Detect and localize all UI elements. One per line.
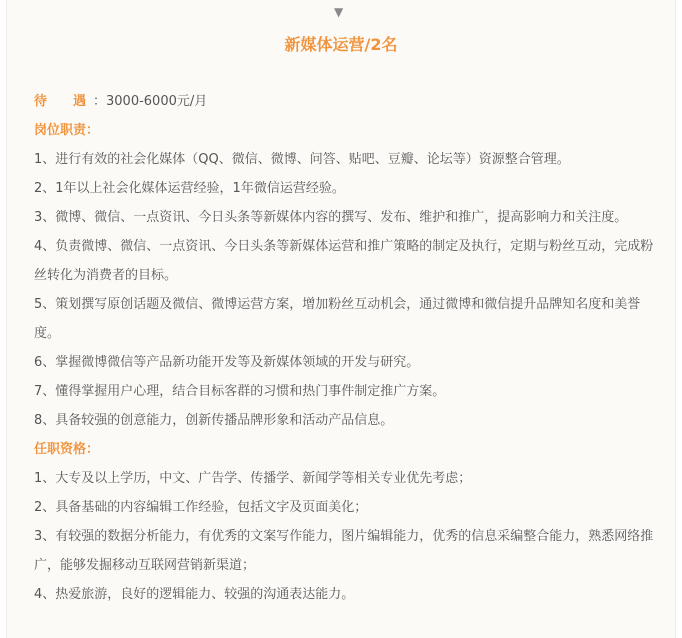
duty-item: 7、懂得掌握用户心理，结合目标客群的习惯和热门事件制定推广方案。 bbox=[34, 384, 446, 399]
qualification-item: 3、有较强的数据分析能力，有优秀的文案写作能力，图片编辑能力，优秀的信息采编整合能力，熟悉网络推广，能够发掘移动互联网营销新渠道； bbox=[34, 529, 654, 573]
collapse-arrow-icon[interactable]: ▼ bbox=[334, 5, 344, 19]
duty-item: 2、1年以上社会化媒体运营经验，1年微信运营经验。 bbox=[34, 181, 345, 196]
salary-row bbox=[34, 87, 654, 116]
job-card bbox=[6, 0, 676, 638]
qualification-item: 2、具备基础的内容编辑工作经验，包括文字及页面美化； bbox=[34, 500, 368, 515]
duty-item: 4、负责微博、微信、一点资讯、今日头条等新媒体运营和推广策略的制定及执行，定期与粉丝互动，完成粉丝转化为消费者的目标。 bbox=[34, 239, 654, 283]
salary-value: ：3000-6000元/月 bbox=[93, 94, 208, 109]
salary-label: 待 遇 bbox=[34, 94, 87, 109]
job-content bbox=[34, 87, 654, 609]
qualification-item: 4、热爱旅游，良好的逻辑能力、较强的沟通表达能力。 bbox=[34, 587, 355, 602]
qualifications-heading: 任职资格： bbox=[34, 442, 100, 457]
duties-heading: 岗位职责： bbox=[34, 123, 100, 138]
duty-item: 8、具备较强的创意能力，创新传播品牌形象和活动产品信息。 bbox=[34, 413, 394, 428]
duty-item: 3、微博、微信、一点资讯、今日头条等新媒体内容的撰写、发布、维护和推广，提高影响力和关注度。 bbox=[34, 210, 628, 225]
duty-item: 5、策划撰写原创话题及微信、微博运营方案，增加粉丝互动机会，通过微博和微信提升品牌知名度和美誉度。 bbox=[34, 297, 641, 341]
qualification-item: 1、大专及以上学历，中文、广告学、传播学、新闻学等相关专业优先考虑； bbox=[34, 471, 472, 486]
duty-item: 6、掌握微博微信等产品新功能开发等及新媒体领域的开发与研究。 bbox=[34, 355, 420, 370]
duty-item: 1、进行有效的社会化媒体（QQ、微信、微博、问答、贴吧、豆瓣、论坛等）资源整合管理。 bbox=[34, 152, 570, 167]
job-title: 新媒体运营/2名 bbox=[284, 35, 398, 54]
